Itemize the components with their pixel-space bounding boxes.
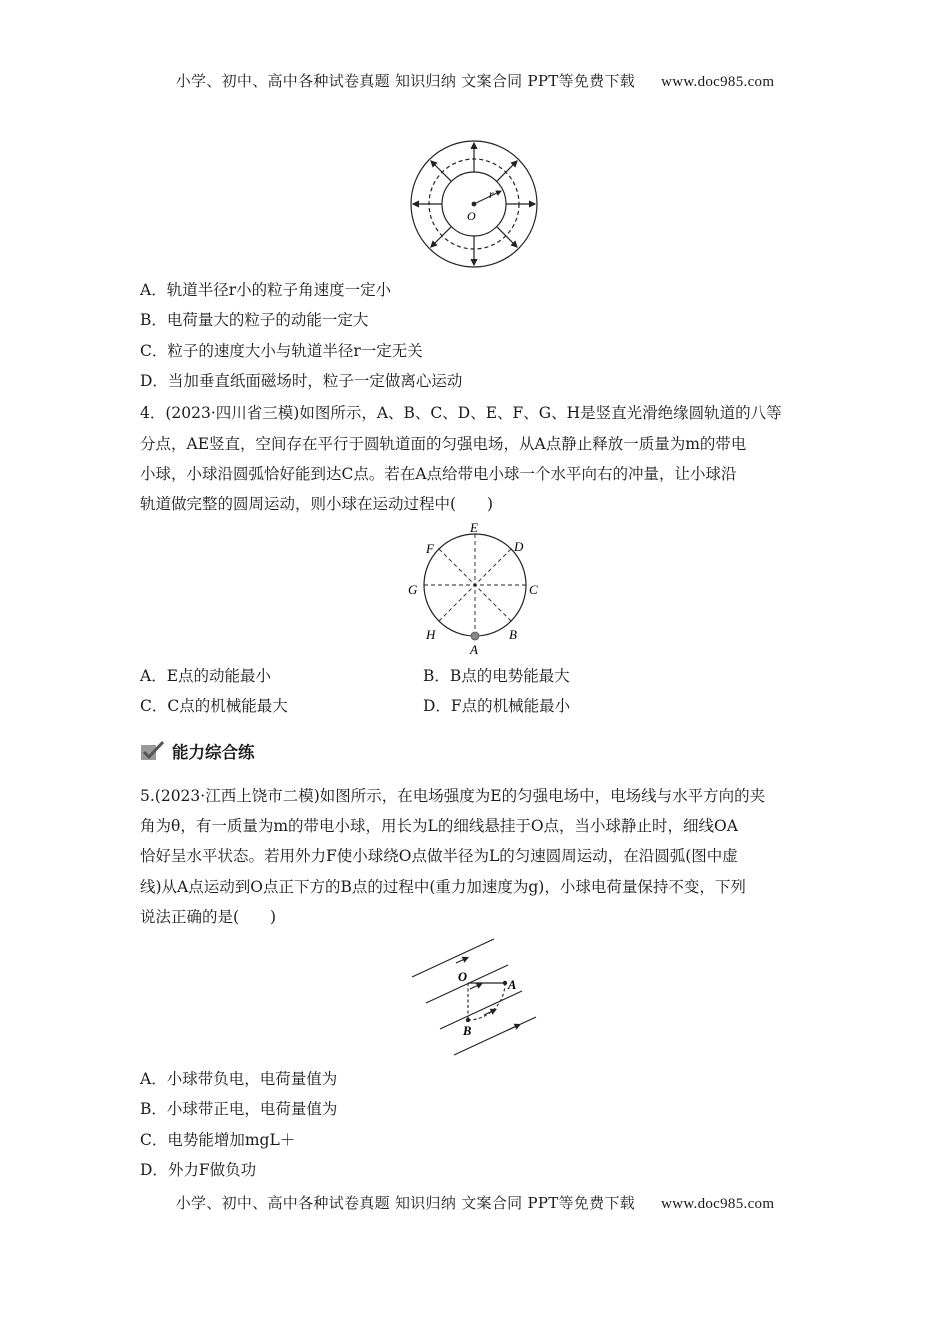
q5-option-a: A．小球带负电，电荷量值为 [140,1070,338,1088]
q3-option-d: D．当加垂直纸面磁场时，粒子一定做离心运动 [140,372,463,390]
label-o: O [458,970,468,984]
page-footer [0,1192,950,1213]
label-r: r [489,187,494,201]
label-a: A [508,978,517,992]
field-line-1 [412,939,494,977]
q4-option-c: C．C点的机械能最大 [140,697,288,715]
q4-line-4: 轨道做完整的圆周运动，则小球在运动过程中( ) [140,495,494,513]
point-b-label: B [509,627,517,642]
checkmark-icon [140,740,166,762]
label-b: B [463,1024,472,1038]
section-title: 能力综合练 [172,743,255,762]
q5-option-c: C．电势能增加mgL＋ [140,1131,296,1149]
q4-option-b: B．B点的电势能最大 [423,667,570,685]
ball-a [503,981,507,985]
radius-line [474,191,501,204]
figure-circular-track [404,520,546,660]
q5-line-5: 说法正确的是( ) [140,908,277,926]
q5-line-3: 恰好呈水平状态。若用外力F使小球绕O点做半径为L的匀速圆周运动，在沿圆弧(图中虚 [140,847,738,865]
point-h-label: H [426,627,436,642]
ball-b [466,1018,470,1022]
q4-line-1: 4．(2023·四川省三模)如图所示，A、B、C、D、E、F、G、H是竖直光滑绝缘圆轨道的八等 [140,404,782,422]
q4-line-2: 分点，AE竖直，空间存在平行于圆轨道面的匀强电场，从A点静止释放一质量为m的带电 [140,435,747,453]
q5-line-1: 5.(2023·江西上饶市二模)如图所示，在电场强度为E的匀强电场中，电场线与水平方向的夹 [140,787,766,805]
center-dot [472,202,476,206]
q4-option-a: A．E点的动能最小 [140,667,272,685]
header-site-link[interactable]: www.doc985.com [661,74,775,90]
header-text: 小学、初中、高中各种试卷真题 知识归纳 文案合同 PPT等免费下载 [175,72,636,90]
point-f-label: F [426,541,434,556]
q4-line-3: 小球，小球沿圆弧恰好能到达C点。若在A点给带电小球一个水平向右的冲量，让小球沿 [140,465,737,483]
q5-option-d: D．外力F做负功 [140,1161,257,1179]
point-c-label: C [529,582,538,597]
q5-line-2: 角为θ，有一质量为m的带电小球，用长为L的细线悬挂于O点，当小球静止时，细线OA [140,817,738,835]
point-g-label: G [408,582,418,597]
q5-option-b: B．小球带正电，电荷量值为 [140,1100,338,1118]
point-a-label: A [470,642,478,657]
footer-text: 小学、初中、高中各种试卷真题 知识归纳 文案合同 PPT等免费下载 [175,1194,636,1212]
q3-option-b: B．电荷量大的粒子的动能一定大 [140,311,369,329]
point-e-label: E [470,520,478,535]
q3-option-c: C．粒子的速度大小与轨道半径r一定无关 [140,342,423,360]
page-header [0,70,950,91]
figure-radial-field [410,140,542,270]
label-o: O [467,209,476,223]
field-line-3 [440,991,522,1029]
q5-line-4: 线)从A点运动到O点正下方的B点的过程中(重力加速度为g)，小球电荷量保持不变，下列 [140,878,746,896]
figure-inclined-field [408,935,540,1057]
q3-option-a: A．轨道半径r小的粒子角速度一定小 [140,281,392,299]
footer-site-link[interactable]: www.doc985.com [661,1196,775,1212]
charged-ball [471,632,479,640]
section-heading [140,738,255,764]
point-d-label: D [514,539,524,554]
q4-option-d: D．F点的机械能最小 [423,697,571,715]
